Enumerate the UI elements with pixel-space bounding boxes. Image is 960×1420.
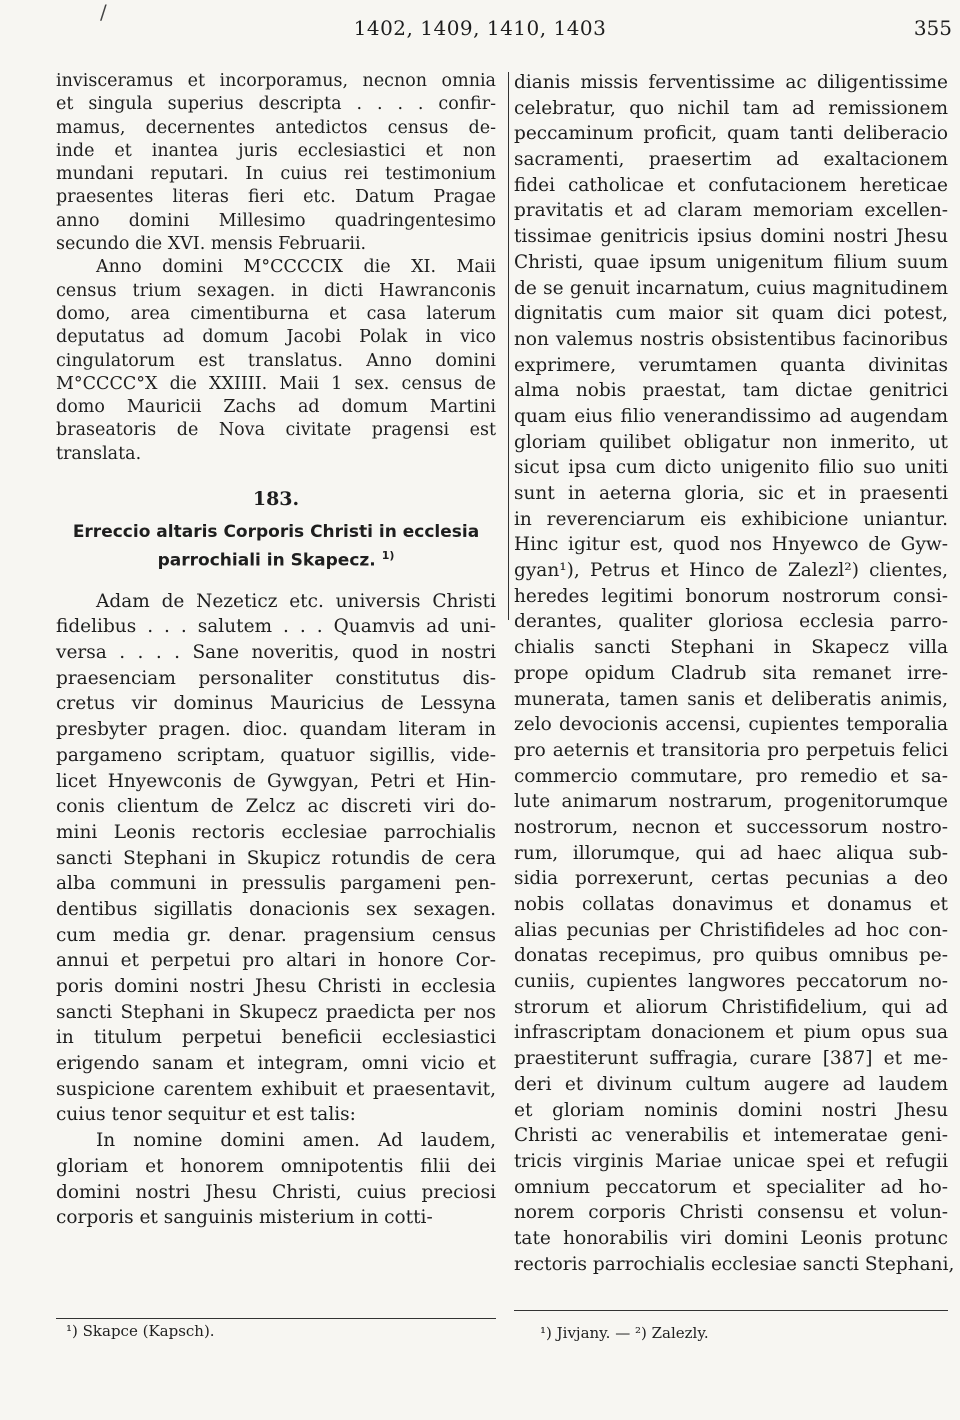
text-line: licet Hnyewconis de Gywgyan, Petri et Hin- — [56, 770, 496, 792]
text-line: versa . . . . Sane noveritis, quod in nostri — [56, 642, 496, 664]
text-line: Anno domini M°CCCCIX die XI. Maii — [96, 257, 496, 278]
text-line: Christi, quae ipsum unigenitum filium suum — [514, 251, 948, 273]
text-line: omnium peccatorum et specialiter ad ho- — [514, 1176, 948, 1198]
text-line: Adam de Nezeticz etc. universis Christi — [96, 590, 496, 612]
text-line: gloriam quilibet obligatur non inmerito, ut — [514, 431, 948, 453]
footnote-left: ¹) Skapce (Kapsch). — [66, 1322, 215, 1340]
footnote-right: ¹) Jivjany. — ²) Zalezly. — [540, 1324, 709, 1342]
text-line: rectoris parrochialis ecclesiae sancti Stephani, — [514, 1253, 955, 1275]
text-line: praesentes literas fieri etc. Datum Pragae — [56, 187, 496, 208]
text-line: alma nobis praestat, tam dictae genitrici — [514, 380, 948, 402]
text-line: sancti Stephani in Skupecz praedicta per nos — [56, 1001, 496, 1023]
text-line: donatas recepimus, pro quibus omnibus pe- — [514, 945, 948, 967]
text-line: fidelibus . . . salutem . . . Quamvis ad uni- — [56, 616, 496, 638]
text-line: in titulum perpetui beneficii ecclesiastici — [56, 1027, 496, 1049]
text-line: Christi ac venerabilis et intemeratae geni- — [514, 1125, 948, 1147]
text-line: sunt in aeterna gloria, sic et in praesenti — [514, 483, 948, 504]
text-line: prope opidum Cladrub sita remanet irre- — [514, 662, 948, 684]
text-line: fidei catholicae et confutacionem hereticae — [514, 174, 948, 196]
document-title — [56, 520, 496, 573]
text-line: dentibus sigillatis donacionis sex sexagen. — [56, 898, 496, 920]
footnote-divider-right — [514, 1310, 948, 1311]
text-line: cum media gr. denar. pragensium census — [56, 924, 496, 946]
text-line: suspicione carentem exhibuit et praesentavit, — [56, 1078, 496, 1100]
text-line: tate honorabilis viri domini Leonis protunc — [514, 1227, 948, 1249]
text-line: sicut ipsa cum dicto unigenito filio suo uniti — [514, 457, 948, 479]
text-line: sancti Stephani in Skupicz rotundis de cera — [56, 847, 496, 869]
stray-mark: / — [100, 0, 107, 24]
right-column — [514, 70, 955, 1277]
text-line: poris domini nostri Jhesu Christi in ecclesia — [56, 976, 496, 998]
text-line: mundani reputari. In cuius rei testimonium — [56, 164, 496, 185]
text-line: cingulatorum est translatus. Anno domini — [56, 350, 496, 371]
text-line: pravitatis et ad claram memoriam excellen- — [514, 200, 948, 222]
text-line: non valemus nostris obsistentibus facinoribus — [514, 328, 948, 350]
text-line: commercio commutare, pro remedio et sa- — [514, 765, 948, 787]
text-line: corporis et sanguinis misterium in cotti- — [56, 1207, 433, 1229]
text-line: chialis sancti Stephani in Skapecz villa — [514, 637, 948, 659]
text-line: erigendo sanam et integram, omni vicio et — [56, 1053, 496, 1075]
text-line: quam eius filio venerandissimo ad augendam — [514, 405, 948, 427]
text-line: M°CCCC°X die XXIIII. Maii 1 sex. census de — [56, 373, 496, 394]
right-body-text — [514, 70, 955, 1277]
column-rule — [508, 72, 509, 620]
text-line: dianis missis ferventissime ac diligentissime — [514, 72, 948, 93]
left-column — [56, 70, 496, 1231]
text-line: munerata, tamen sanis et deliberatis animis, — [514, 688, 948, 710]
text-line: sidia porrexerunt, certas pecunias a deo — [514, 868, 948, 890]
text-line: secundo die XVI. mensis Februarii. — [56, 234, 367, 255]
text-line: rum, illorumque, qui ad haec aliqua sub- — [514, 842, 948, 864]
text-line: nobis collatas donavimus et donamus et — [514, 894, 948, 915]
text-line: nostrorum, necnon et successorum nostro- — [514, 816, 948, 838]
text-line: pargameno scriptam, quatuor sigillis, vide- — [56, 744, 496, 766]
text-line: invisceramus et incorporamus, necnon omnia — [56, 71, 496, 91]
footnote-divider-left — [56, 1318, 496, 1319]
text-line: census trium sexagen. in dicti Hawranconis — [56, 280, 496, 301]
page-number: 355 — [913, 16, 952, 40]
text-line: pro aeternis et transitoria pro perpetuis felici — [514, 739, 948, 761]
left-top-text — [56, 70, 496, 466]
text-line: In nomine domini amen. Ad laudem, — [96, 1130, 496, 1152]
text-line: strorum et aliorum Christifidelium, qui ad — [514, 996, 948, 1018]
text-line: infrascriptam donacionem et pium opus sua — [514, 1022, 948, 1044]
document-number: 183. — [252, 488, 300, 511]
text-line: heredes legitimi bonorum nostrorum consi- — [514, 585, 948, 607]
footnote-ref: 1) — [381, 549, 395, 563]
text-line: cretus vir dominus Mauricius de Lessyna — [56, 693, 496, 715]
text-line: zelo devocionis accensi, cupientes temporalia — [514, 714, 948, 736]
text-line: Hinc igitur est, quod nos Hnyewco de Gyw- — [514, 534, 948, 556]
text-line: et singula superius descripta . . . . confir- — [56, 94, 496, 115]
text-line: translata. — [56, 443, 142, 464]
document-title-line-2-text: parrochiali in Skapecz. — [157, 550, 376, 571]
text-line: domini nostri Jhesu Christi, cuius preciosi — [56, 1181, 496, 1203]
text-line: domo, area cimentiburna et casa laterum — [56, 303, 496, 324]
text-line: norem corporis Christi consensu et volun- — [514, 1202, 948, 1224]
text-line: tricis virginis Mariae unicae spei et refugii — [514, 1150, 948, 1172]
text-line: alba communi in pressulis pargameni pen- — [56, 873, 496, 895]
document-title-line-1: Erreccio altaris Corporis Christi in ecclesia — [72, 522, 480, 543]
text-line: inde et inantea juris ecclesiastici et non — [56, 140, 496, 161]
text-line: conis clientum de Zelcz ac discreti viri do- — [56, 796, 496, 818]
text-line: dignitatis cum maior sit quam dici potest, — [514, 303, 948, 325]
text-line: mini Leonis rectoris ecclesiae parrochialis — [56, 821, 496, 843]
text-line: cuius tenor sequitur et est talis: — [56, 1104, 356, 1126]
text-line: braseatoris de Nova civitate pragensi est — [56, 420, 496, 441]
text-line: deri et divinum cultum augere ad laudem — [514, 1073, 948, 1095]
text-line: exprimere, verumtamen quanta divinitas — [514, 354, 948, 376]
text-line: gloriam et honorem omnipotentis filii dei — [56, 1155, 496, 1177]
text-line: in reverenciarum eis exhibicione uniantur. — [514, 508, 948, 530]
text-line: lute animarum nostrarum, progenitorumque — [514, 791, 948, 813]
text-line: derantes, qualiter gloriosa ecclesia parro- — [514, 611, 948, 633]
text-line: et gloriam nominis domini nostri Jhesu — [514, 1099, 948, 1121]
document-title-line-2 — [56, 544, 496, 573]
text-line: presbyter pragen. dioc. quandam literam in — [56, 719, 496, 741]
text-line: gyan¹), Petrus et Hinco de Zalezl²) clientes, — [514, 560, 948, 582]
text-line: sacramenti, praesertim ad exaltacionem — [514, 149, 948, 171]
text-line: tissimae genitricis ipsius domini nostri Jhesu — [514, 226, 948, 248]
text-line: praestiterunt suffragia, curare [387] et me- — [514, 1048, 948, 1070]
text-line: mamus, decernentes antedictos census de- — [56, 117, 496, 138]
text-line: praesenciam personaliter constitutus dis- — [56, 667, 496, 689]
text-line: celebratur, quo nichil tam ad remissionem — [514, 97, 948, 119]
text-line: anno domini Millesimo quadringentesimo — [56, 210, 496, 231]
text-line: de se genuit incarnatum, cuius magnitudinem — [514, 277, 948, 299]
text-line: peccaminum proficit, quam tanti deliberacio — [514, 123, 948, 145]
text-line: annui et perpetui pro altari in honore Cor- — [56, 950, 496, 972]
left-body-text — [56, 589, 496, 1231]
page-header-range: 1402, 1409, 1410, 1403 — [353, 16, 607, 40]
text-line: deputatus ad domum Jacobi Polak in vico — [56, 327, 496, 348]
text-line: domo Mauricii Zachs ad domum Martini — [56, 397, 496, 418]
text-line: alias pecunias per Christifideles ad hoc con- — [514, 919, 948, 941]
text-line: cuniis, cupientes langwores peccatorum no- — [514, 971, 948, 993]
